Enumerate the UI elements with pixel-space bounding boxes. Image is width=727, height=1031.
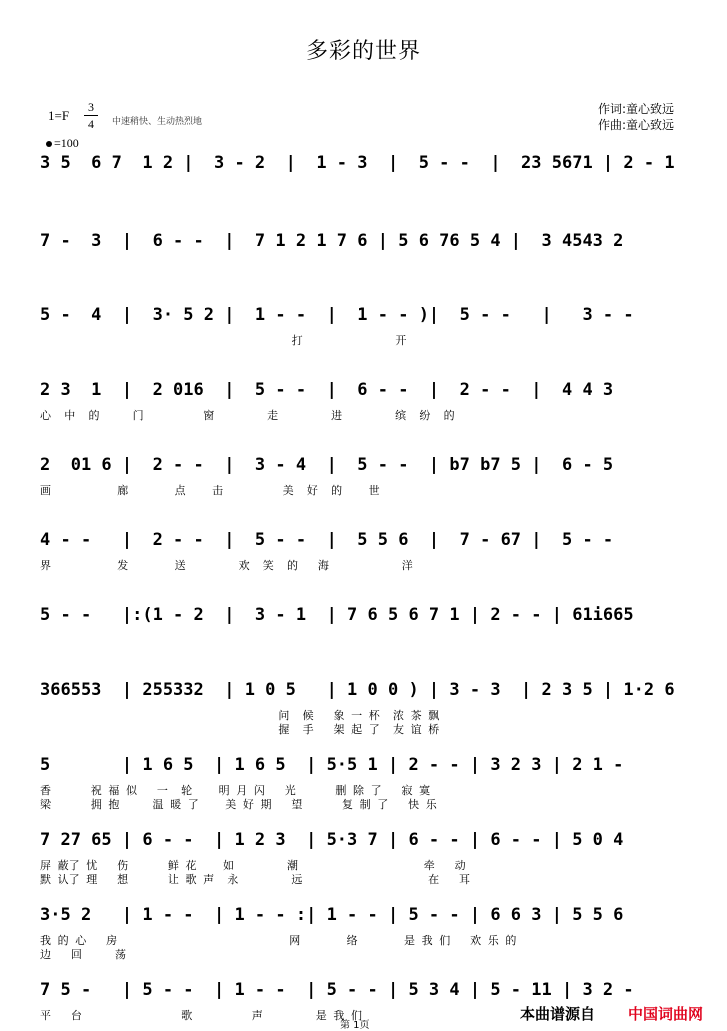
meter-top: 3 bbox=[88, 100, 94, 114]
notation-line: 4 - - | 2 - - | 5 - - | 5 5 6 | 7 - 67 | 5 - - bbox=[40, 530, 614, 550]
page-number: 第 1页 bbox=[340, 1020, 370, 1031]
notation-line: 5 | 1 6 5 | 1 6 5 | 5·5 1 | 2 - - | 3 2 3 | 2 1 - bbox=[40, 755, 624, 775]
page-title: 多彩的世界 bbox=[305, 39, 421, 64]
key-signature: 1=F bbox=[48, 108, 70, 123]
lyric-line: 打 开 bbox=[40, 334, 407, 347]
score-row bbox=[40, 677, 696, 736]
lyric-line: 默 认了 理 想 让 歌 声 永 远 在 耳 bbox=[40, 873, 471, 886]
notation-line: 2 01 6 | 2 - - | 3 - 4 | 5 - - | b7 b7 5 | 6 - 5 bbox=[40, 455, 614, 475]
composer-credit: 作曲:童心致远 bbox=[598, 118, 675, 132]
meter-divider bbox=[84, 115, 98, 116]
lyric-line: 问 候 象 一 杯 浓 茶 飘 bbox=[40, 709, 440, 722]
quarter-note-icon bbox=[46, 141, 52, 147]
score-row bbox=[40, 377, 696, 423]
credits bbox=[598, 101, 674, 133]
lyric-line: 香 祝 福 似 一 轮 明 月 闪 光 删 除 了 寂 寞 bbox=[40, 784, 431, 797]
footer-brand: 本曲谱源自 bbox=[520, 1005, 596, 1023]
lyric-line: 界 发 送 欢 笑 的 海 洋 bbox=[40, 559, 413, 572]
notation-line: 7 5 - | 5 - - | 1 - - | 5 - - | 5 3 4 | 5 - 11 | 3 2 - bbox=[40, 980, 634, 1000]
score-row bbox=[40, 602, 696, 648]
notation-line: 2 3 1 | 2 016 | 5 - - | 6 - - | 2 - - | 4 4 3 bbox=[40, 380, 614, 400]
notation-line: 366553 | 255332 | 1 0 5 | 1 0 0 ) | 3 - 3 | 2 3 5 | 1·2 6 bbox=[40, 680, 675, 700]
footer-site: 中国词曲网 bbox=[628, 1005, 704, 1023]
lyric-line: 平 台 歌 声 是 我 们 bbox=[40, 1009, 363, 1022]
lyric-line: 画 廊 点 击 美 好 的 世 bbox=[40, 484, 380, 497]
notation-line: 7 27 65 | 6 - - | 1 2 3 | 5·3 7 | 6 - - | 6 - - | 5 0 4 bbox=[40, 830, 624, 850]
score-row bbox=[40, 752, 696, 811]
score-row bbox=[40, 827, 696, 886]
score-row bbox=[40, 228, 696, 274]
notation-line: 3 5 6 7 1 2 | 3 - 2 | 1 - 3 | 5 - - | 23 5671 | 2 - 1 bbox=[40, 153, 675, 173]
meter-bottom: 4 bbox=[88, 117, 94, 131]
lyric-line: 握 手 架 起 了 友 谊 桥 bbox=[40, 723, 440, 736]
score-row bbox=[40, 302, 696, 348]
lyric-line: 我 的 心 房 网 络 是 我 们 欢 乐 的 bbox=[40, 934, 517, 947]
lyric-line: 屏 蔽了 忧 伤 鲜 花 如 潮 牵 动 bbox=[40, 859, 466, 872]
lyric-line: 心 中 的 门 窗 走 进 缤 纷 的 bbox=[40, 409, 455, 422]
tempo-value: =100 bbox=[54, 136, 79, 150]
expression-mark: 中速稍快、生动热烈地 bbox=[112, 117, 203, 127]
score-row bbox=[40, 452, 696, 498]
notation-line: 7 - 3 | 6 - - | 7 1 2 1 7 6 | 5 6 76 5 4 | 3 4543 2 bbox=[40, 231, 624, 251]
score-row bbox=[40, 150, 696, 196]
notation-line: 3·5 2 | 1 - - | 1 - - :| 1 - - | 5 - - | 6 6 3 | 5 5 6 bbox=[40, 905, 624, 925]
tempo-mark bbox=[46, 136, 79, 151]
lyric-line: 边 回 荡 bbox=[40, 948, 126, 961]
score-row bbox=[40, 527, 696, 573]
lyricist-credit: 作词:童心致远 bbox=[598, 102, 675, 116]
score-row bbox=[40, 902, 696, 961]
notation-line: 5 - - |:(1 - 2 | 3 - 1 | 7 6 5 6 7 1 | 2 - - | 61i665 bbox=[40, 605, 634, 625]
notation-line: 5 - 4 | 3· 5 2 | 1 - - | 1 - - )| 5 - - | 3 - - bbox=[40, 305, 634, 325]
lyric-line: 梁 拥 抱 温 暖 了 美 好 期 望 复 制 了 快 乐 bbox=[40, 798, 437, 811]
time-signature bbox=[84, 100, 98, 131]
